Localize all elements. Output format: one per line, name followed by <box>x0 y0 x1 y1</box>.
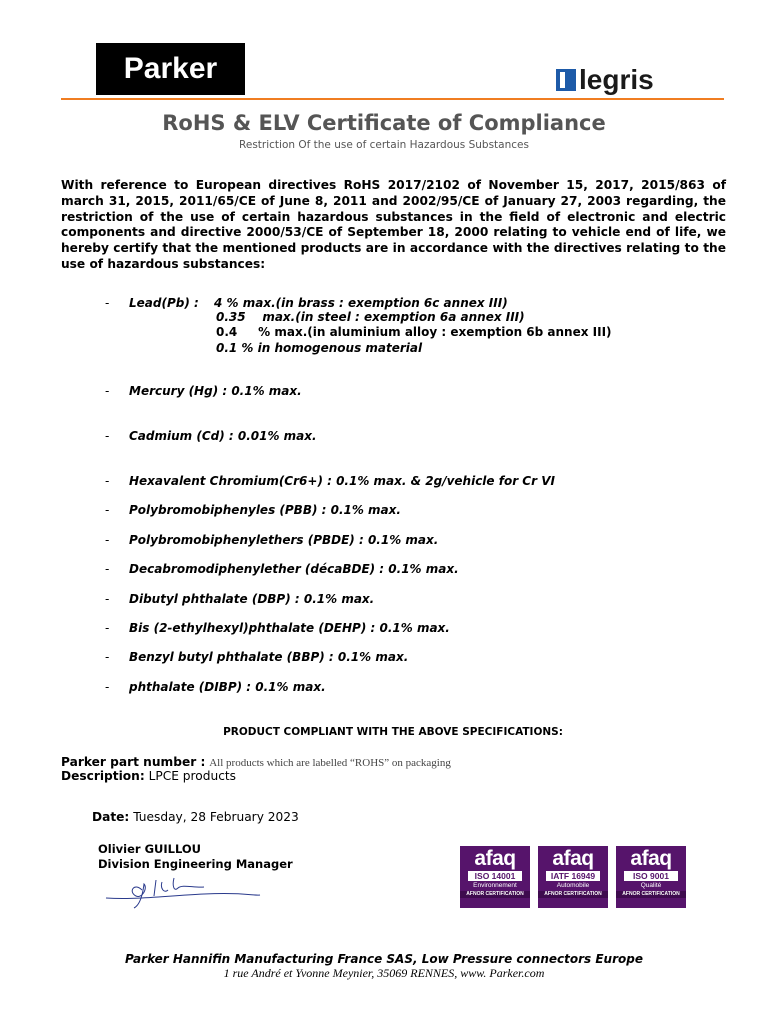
bullet-dash: - <box>105 429 110 443</box>
bullet-dash: - <box>105 296 110 310</box>
badge-brand: afaq <box>552 847 594 870</box>
signature-icon <box>104 874 264 914</box>
badge-body: AFNOR CERTIFICATION <box>616 891 686 898</box>
iso-9001-badge <box>616 846 686 908</box>
substance-text: Benzyl butyl phthalate (BBP) : 0.1% max. <box>129 650 409 664</box>
bullet-dash: - <box>105 562 110 576</box>
parker-logo <box>96 43 245 95</box>
signer-role: Division Engineering Manager <box>98 857 293 871</box>
date-value: Tuesday, 28 February 2023 <box>133 810 299 824</box>
signer-name: Olivier GUILLOU <box>98 842 201 856</box>
lead-line-2: 0.35 max.(in steel : exemption 6a annex III) <box>216 310 525 324</box>
lead-line-1: 4 % max.(in brass : exemption 6c annex III) <box>214 296 508 310</box>
lead-line-4: 0.1 % in homogenous material <box>216 341 423 355</box>
substance-text: Polybromobiphenyles (PBB) : 0.1% max. <box>129 503 401 517</box>
bullet-dash: - <box>105 503 110 517</box>
iatf-16949-badge <box>538 846 608 908</box>
badge-body: AFNOR CERTIFICATION <box>538 891 608 898</box>
bullet-dash: - <box>105 533 110 547</box>
intro-paragraph: With reference to European directives RoHS 2017/2102 of November 15, 2017, 2015/863 of march 31, 2015, 2011/65/CE of June 8, 2011 and 2002/95/CE of January 27, 2003 regarding, the restriction of the use of certain hazardous substances in the field of electronic and electric components and directive 2000/53/CE of September 18, 2000 relating to vehicle end of life, we hereby certify that the mentioned products are in accordance with the directives relating to the use of hazardous substances: <box>61 178 726 271</box>
badge-standard: ISO 9001 <box>624 871 678 881</box>
bullet-dash: - <box>105 650 110 664</box>
bullet-dash: - <box>105 474 110 488</box>
iso-14001-badge <box>460 846 530 908</box>
legris-logo <box>556 62 654 98</box>
part-number-value: All products which are labelled “ROHS” on packaging <box>209 757 451 769</box>
badge-brand: afaq <box>474 847 516 870</box>
part-number-label: Parker part number : <box>61 755 206 769</box>
substance-text: phthalate (DIBP) : 0.1% max. <box>129 680 326 694</box>
badge-standard: ISO 14001 <box>468 871 522 881</box>
signer-block <box>98 842 293 872</box>
substance-text: Polybromobiphenylethers (PBDE) : 0.1% max. <box>129 533 439 547</box>
substance-text: Cadmium (Cd) : 0.01% max. <box>129 429 317 443</box>
description-value: LPCE products <box>148 769 237 783</box>
substance-text: Dibutyl phthalate (DBP) : 0.1% max. <box>129 592 375 606</box>
description-row <box>61 769 236 783</box>
badge-body: AFNOR CERTIFICATION <box>460 891 530 898</box>
bullet-dash: - <box>105 592 110 606</box>
bullet-dash: - <box>105 384 110 398</box>
compliance-heading: PRODUCT COMPLIANT WITH THE ABOVE SPECIFICATIONS: <box>223 726 563 738</box>
date-row <box>92 810 299 824</box>
date-label: Date: <box>92 810 130 824</box>
badge-category: Environnement <box>473 882 517 889</box>
lead-label: Lead(Pb) : <box>129 296 199 310</box>
legris-logo-text: legris <box>579 64 654 95</box>
parker-logo-text: Parker <box>123 52 218 85</box>
part-number-row <box>61 755 451 769</box>
footer-address: 1 rue André et Yvonne Meynier, 35069 RENNES, www. Parker.com <box>223 966 545 980</box>
footer-company: Parker Hannifin Manufacturing France SAS, Low Pressure connectors Europe <box>125 952 643 966</box>
lead-line-3: 0.4 % max.(in aluminium alloy : exemption 6b annex III) <box>216 325 612 339</box>
description-label: Description: <box>61 769 145 783</box>
substance-text: Decabromodiphenylether (décaBDE) : 0.1% max. <box>129 562 459 576</box>
substance-text: Bis (2-ethylhexyl)phthalate (DEHP) : 0.1% max. <box>129 621 450 635</box>
badge-standard: IATF 16949 <box>546 871 600 881</box>
header-divider <box>61 98 724 100</box>
legris-mark-icon <box>556 69 576 91</box>
substance-text: Hexavalent Chromium(Cr6+) : 0.1% max. & 2g/vehicle for Cr VI <box>129 474 555 488</box>
badge-category: Automobile <box>556 882 590 889</box>
bullet-dash: - <box>105 621 110 635</box>
substance-text: Mercury (Hg) : 0.1% max. <box>129 384 302 398</box>
badge-category: Qualité <box>640 882 662 889</box>
page-title: RoHS & ELV Certificate of Compliance <box>162 111 606 135</box>
badge-brand: afaq <box>630 847 672 870</box>
bullet-dash: - <box>105 680 110 694</box>
page-subtitle: Restriction Of the use of certain Hazardous Substances <box>239 139 529 151</box>
